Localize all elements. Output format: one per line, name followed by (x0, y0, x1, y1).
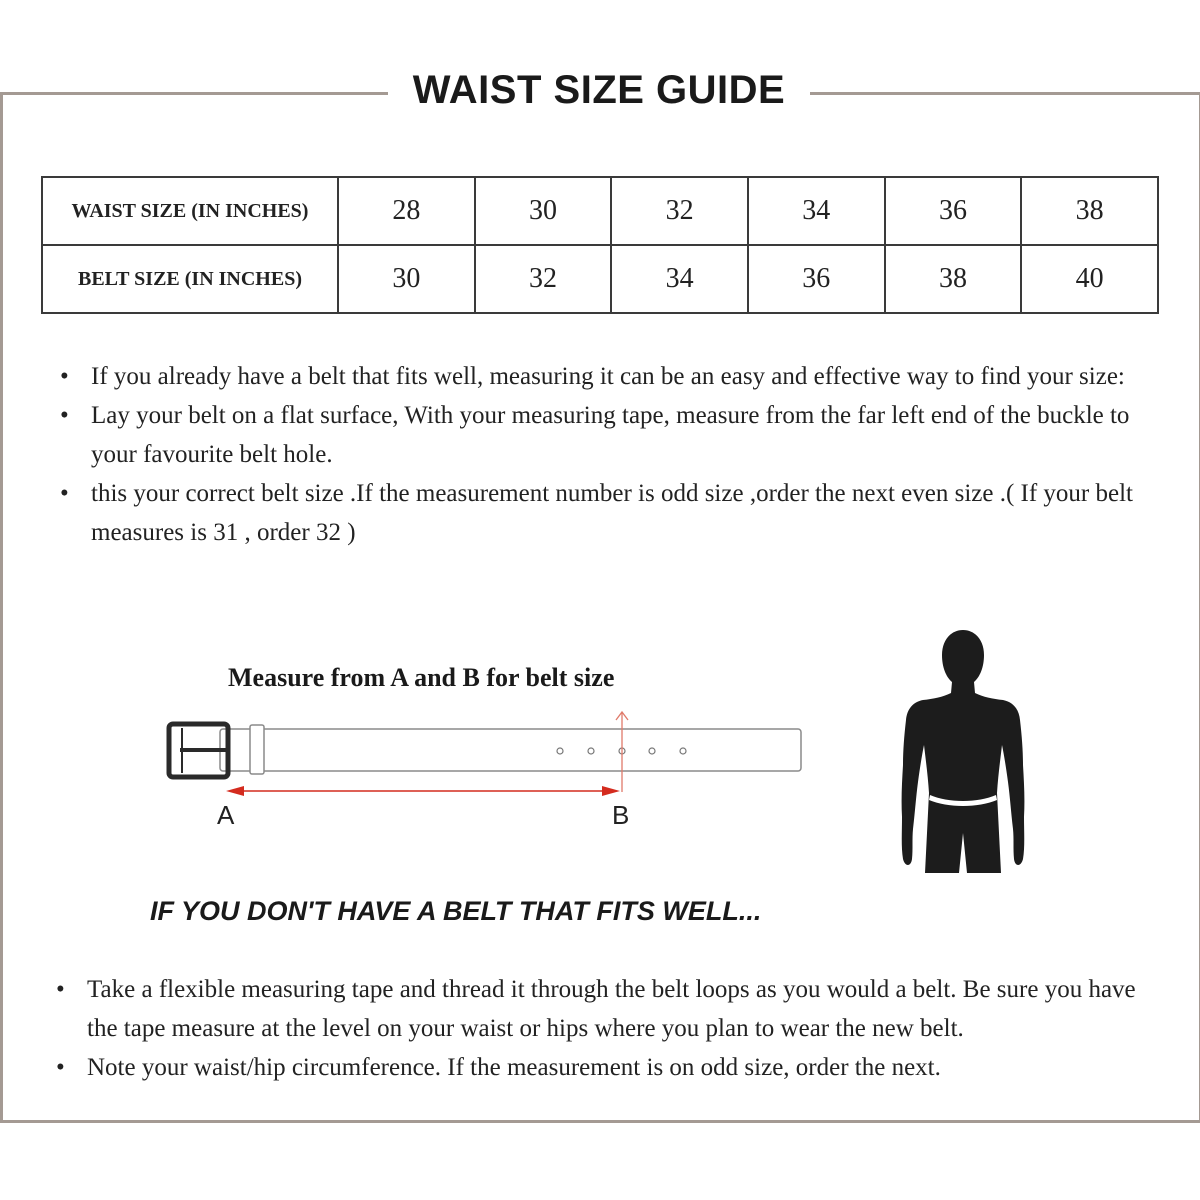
list-item: • Lay your belt on a flat surface, With your measuring tape, measure from the far left end of the buckle to your favourite belt hole. (40, 396, 1150, 474)
list-item: • this your correct belt size .If the measurement number is odd size ,order the next even size .( If your belt measures is 31 , order 32 ) (40, 474, 1150, 552)
list-item: • Take a flexible measuring tape and thread it through the belt loops as you would a belt. Be sure you have the tape measure at the level on your waist or hips where you plan to wear the new belt. (36, 970, 1166, 1048)
belt-keeper (250, 725, 264, 774)
man-silhouette (893, 627, 1033, 877)
belt-instructions-list (40, 357, 1150, 552)
table-row-waist (42, 177, 1158, 245)
table-cell: 30 (338, 245, 475, 313)
table-row-belt (42, 245, 1158, 313)
table-cell: 28 (338, 177, 475, 245)
table-cell: 38 (1021, 177, 1158, 245)
belt-diagram (160, 700, 810, 800)
table-cell: 34 (611, 245, 748, 313)
point-a-label: A (217, 800, 235, 830)
point-b-label: B (612, 800, 630, 830)
belt-strap (220, 729, 801, 771)
table-cell: 36 (748, 245, 885, 313)
arrow-head-right (602, 786, 620, 796)
title-rule-right (810, 92, 1200, 95)
table-cell: 32 (475, 245, 612, 313)
table-cell: 32 (611, 177, 748, 245)
size-table (41, 176, 1159, 314)
arrow-head-left (226, 786, 244, 796)
table-cell: 36 (885, 177, 1022, 245)
row-header-waist: WAIST SIZE (IN INCHES) (42, 177, 338, 245)
list-item: • If you already have a belt that fits well, measuring it can be an easy and effective way to find your size: (40, 357, 1150, 396)
no-belt-heading: IF YOU DON'T HAVE A BELT THAT FITS WELL... (150, 896, 762, 926)
tape-instructions-list (36, 970, 1166, 1087)
row-header-belt: BELT SIZE (IN INCHES) (42, 245, 338, 313)
table-cell: 34 (748, 177, 885, 245)
table-cell: 40 (1021, 245, 1158, 313)
list-item: • Note your waist/hip circumference. If the measurement is on odd size, order the next. (36, 1048, 1166, 1087)
table-cell: 38 (885, 245, 1022, 313)
table-cell: 30 (475, 177, 612, 245)
page-title: WAIST SIZE GUIDE (412, 68, 786, 112)
diagram-caption: Measure from A and B for belt size (228, 663, 615, 692)
title-rule-left (0, 92, 388, 95)
